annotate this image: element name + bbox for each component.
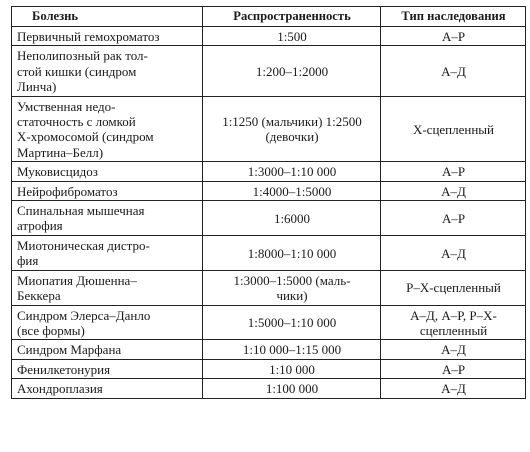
cell-inheritance-text: А–Д <box>441 245 466 261</box>
cell-inheritance-text: А–Р <box>441 29 466 44</box>
cell-prevalence-text: 1:8000–1:10 000 <box>247 245 337 261</box>
cell-prevalence-text: 1:5000–1:10 000 <box>247 315 337 331</box>
cell-prevalence-text: 1:3000–1:10 000 <box>247 164 337 180</box>
column-header-prevalence: Распространенность <box>203 7 381 27</box>
cell-disease <box>12 340 203 359</box>
table-row <box>12 359 526 378</box>
cell-disease <box>12 96 203 162</box>
cell-disease <box>12 201 203 236</box>
cell-inheritance-text: А–Д <box>441 342 466 358</box>
cell-prevalence <box>203 340 381 359</box>
cell-prevalence <box>203 270 381 305</box>
cell-prevalence <box>203 96 381 162</box>
cell-inheritance-text: А–Р <box>441 210 466 226</box>
cell-disease <box>12 181 203 200</box>
cell-disease-text: Неполипозный рак тол- стой кишки (синдром Линча) <box>17 48 148 95</box>
table-row <box>12 340 526 359</box>
cell-prevalence-text: 1:4000–1:5000 <box>252 183 332 199</box>
cell-inheritance <box>381 270 526 305</box>
cell-inheritance-text: А–Р <box>441 361 466 377</box>
table-row <box>12 379 526 398</box>
cell-inheritance <box>381 46 526 96</box>
table-header <box>12 7 526 27</box>
cell-prevalence <box>203 46 381 96</box>
document-page <box>11 6 525 399</box>
cell-prevalence-text: 1:100 000 <box>265 381 319 397</box>
cell-disease-text: Умственная недо- статочность с ломкой Х-хромосомой (синдром Мартина–Белл) <box>17 98 154 160</box>
cell-prevalence-text: 1:3000–1:5000 (маль- чики) <box>233 272 351 304</box>
hereditary-diseases-table <box>11 6 526 399</box>
table-row <box>12 46 526 96</box>
cell-disease-text: Спинальная мышечная атрофия <box>17 203 145 234</box>
cell-inheritance-text: Р–Х-сцепленный <box>406 280 501 296</box>
cell-inheritance-text: А–Р <box>441 164 466 180</box>
cell-prevalence-text: 1:500 <box>277 29 307 44</box>
cell-disease-text: Миопатия Дюшенна– Беккера <box>17 272 137 304</box>
cell-prevalence <box>203 305 381 340</box>
cell-inheritance-text: А–Д <box>441 183 466 199</box>
cell-disease <box>12 305 203 340</box>
cell-disease-text: Ахондроплазия <box>17 381 103 397</box>
cell-prevalence-text: 1:1250 (мальчики) 1:2500 (девочки) <box>222 114 362 145</box>
cell-prevalence <box>203 235 381 270</box>
cell-inheritance <box>381 27 526 46</box>
cell-prevalence <box>203 162 381 181</box>
cell-prevalence <box>203 359 381 378</box>
cell-disease <box>12 27 203 46</box>
cell-disease-text: Нейрофиброматоз <box>17 183 118 199</box>
header-row <box>12 7 526 27</box>
table-row <box>12 181 526 200</box>
cell-prevalence-text: 1:10 000 <box>269 361 315 377</box>
table-row <box>12 27 526 46</box>
cell-prevalence-text: 1:6000 <box>273 210 311 226</box>
cell-disease <box>12 235 203 270</box>
column-header-disease: Болезнь <box>12 7 203 27</box>
cell-inheritance <box>381 359 526 378</box>
cell-inheritance-text: А–Д, А–Р, Р–Х- сцепленный <box>410 307 497 338</box>
table-row <box>12 162 526 181</box>
cell-inheritance <box>381 340 526 359</box>
cell-inheritance-text: А–Д <box>441 63 466 79</box>
cell-prevalence <box>203 27 381 46</box>
cell-disease <box>12 270 203 305</box>
cell-disease-text: Первичный гемохроматоз <box>17 29 160 44</box>
cell-inheritance <box>381 379 526 398</box>
column-header-inheritance: Тип наследования <box>381 7 526 27</box>
cell-disease <box>12 379 203 398</box>
cell-inheritance <box>381 181 526 200</box>
table-row <box>12 270 526 305</box>
cell-prevalence <box>203 181 381 200</box>
table-row <box>12 201 526 236</box>
cell-prevalence-text: 1:200–1:2000 <box>255 63 329 79</box>
cell-inheritance <box>381 235 526 270</box>
cell-disease <box>12 46 203 96</box>
cell-inheritance <box>381 162 526 181</box>
cell-inheritance-text: А–Д <box>441 381 466 397</box>
table-row <box>12 96 526 162</box>
cell-disease-text: Синдром Элерса–Данло (все формы) <box>17 307 151 338</box>
table-row <box>12 305 526 340</box>
cell-disease-text: Фенилкетонурия <box>17 361 111 377</box>
cell-disease-text: Синдром Марфана <box>17 342 122 358</box>
cell-inheritance <box>381 305 526 340</box>
cell-prevalence <box>203 379 381 398</box>
cell-inheritance <box>381 201 526 236</box>
table-body <box>12 27 526 399</box>
table-row <box>12 235 526 270</box>
cell-disease <box>12 359 203 378</box>
cell-disease <box>12 162 203 181</box>
cell-inheritance <box>381 96 526 162</box>
cell-prevalence-text: 1:10 000–1:15 000 <box>242 342 342 358</box>
cell-inheritance-text: Х-сцепленный <box>412 121 495 137</box>
cell-disease-text: Муковисцидоз <box>17 164 98 180</box>
cell-prevalence <box>203 201 381 236</box>
cell-disease-text: Миотоническая дистро- фия <box>17 237 150 269</box>
